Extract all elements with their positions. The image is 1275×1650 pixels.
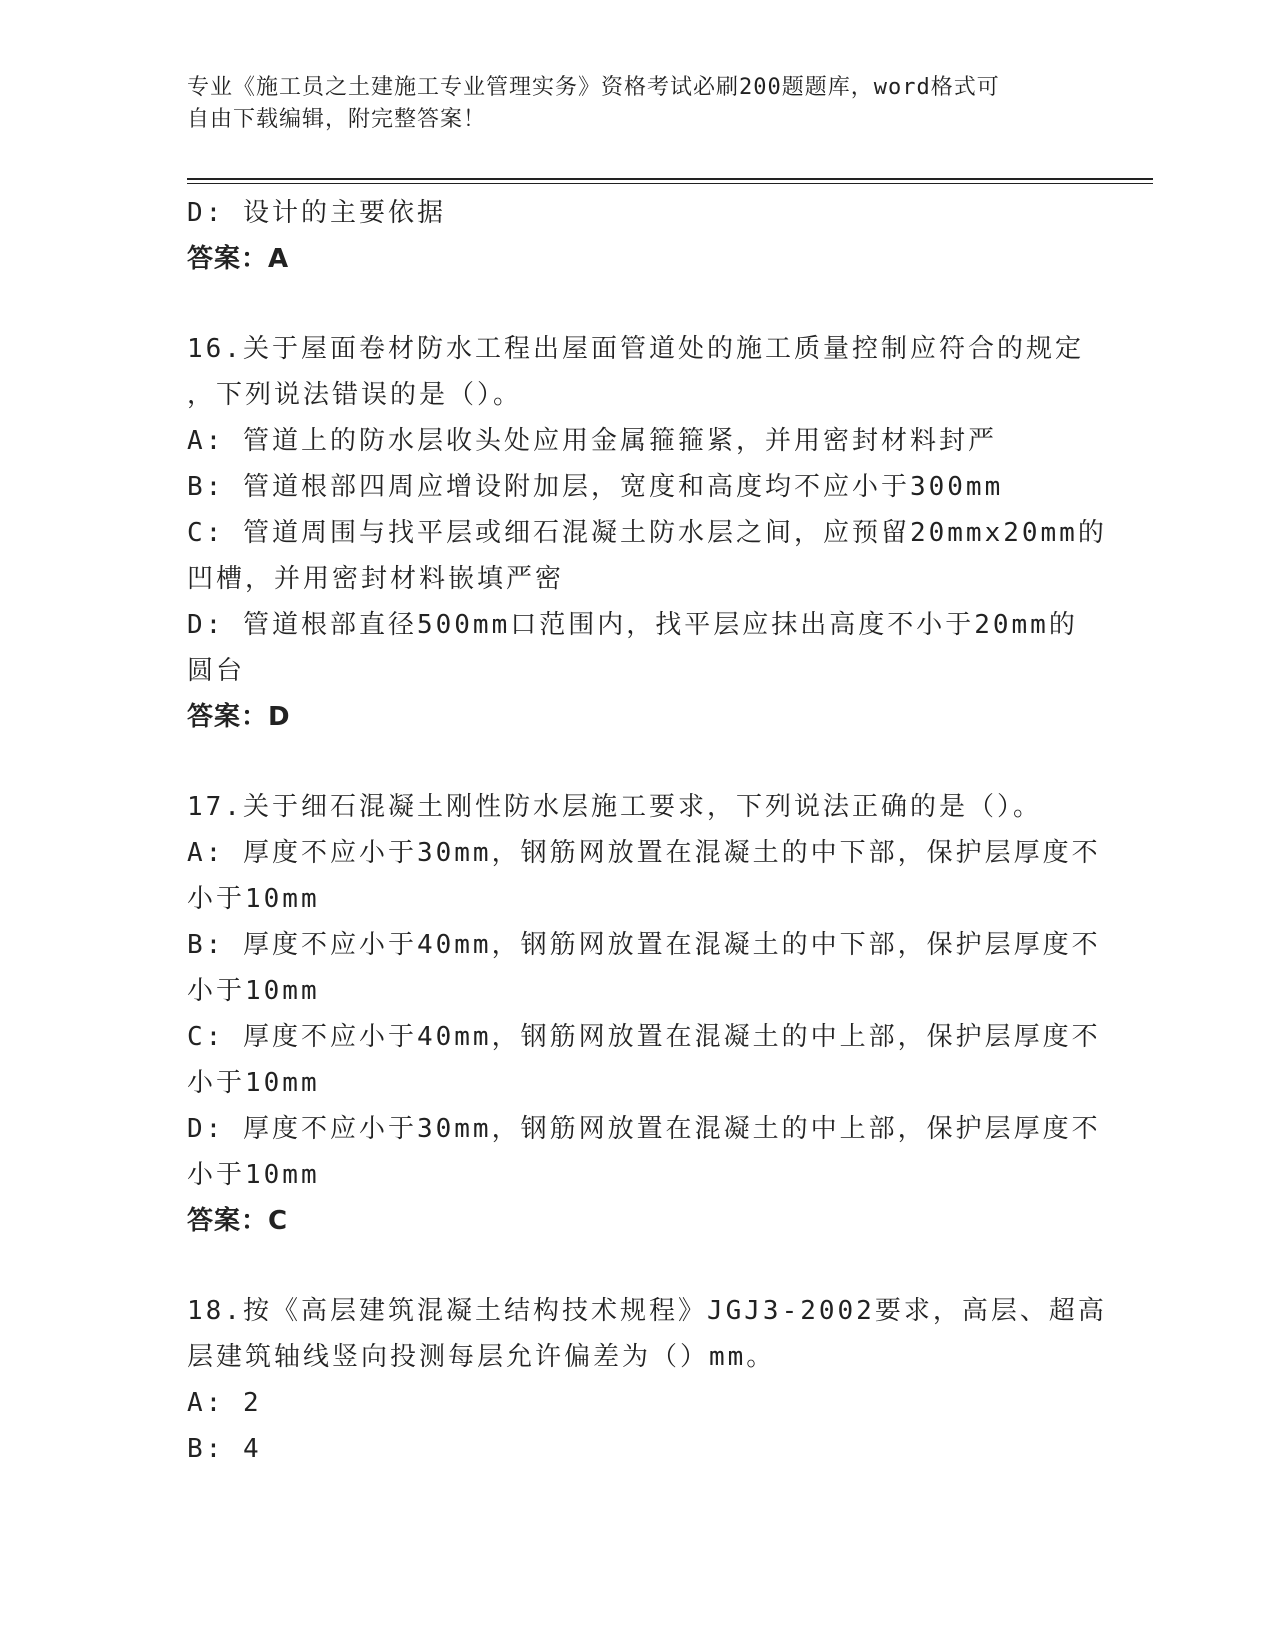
question-15-tail xyxy=(187,190,1087,282)
question-stem-continued: 层建筑轴线竖向投测每层允许偏差为（）mm。 xyxy=(187,1342,776,1372)
option-d: D: 设计的主要依据 xyxy=(187,198,446,228)
option-c-continued: 凹槽，并用密封材料嵌填严密 xyxy=(187,564,565,594)
option-a: A: 2 xyxy=(187,1388,262,1418)
option-a: A: 厚度不应小于30mm，钢筋网放置在混凝土的中下部，保护层厚度不 xyxy=(187,838,1101,868)
header-title-line-1: 专业《施工员之土建施工专业管理实务》资格考试必刷200题题库，word格式可 xyxy=(187,75,1000,100)
option-d: D: 管道根部直径500mm口范围内，找平层应抹出高度不小于20mm的 xyxy=(187,610,1078,640)
answer-label: 答案：D xyxy=(187,702,291,732)
option-d: D: 厚度不应小于30mm，钢筋网放置在混凝土的中上部，保护层厚度不 xyxy=(187,1114,1101,1144)
question-18 xyxy=(187,1288,1107,1472)
option-d-continued: 圆台 xyxy=(187,656,246,686)
question-16 xyxy=(187,326,1107,740)
option-c: C: 厚度不应小于40mm，钢筋网放置在混凝土的中上部，保护层厚度不 xyxy=(187,1022,1101,1052)
header-divider-thin xyxy=(187,183,1153,184)
question-17 xyxy=(187,784,1101,1244)
spacer xyxy=(187,1244,1087,1288)
spacer xyxy=(187,282,1087,326)
option-a-continued: 小于10mm xyxy=(187,884,320,914)
option-b: B: 厚度不应小于40mm，钢筋网放置在混凝土的中下部，保护层厚度不 xyxy=(187,930,1101,960)
option-b-continued: 小于10mm xyxy=(187,976,320,1006)
question-content xyxy=(187,190,1107,1472)
answer-label: 答案：C xyxy=(187,1206,289,1236)
option-c-continued: 小于10mm xyxy=(187,1068,320,1098)
question-stem: 17.关于细石混凝土刚性防水层施工要求，下列说法正确的是（）。 xyxy=(187,792,1042,822)
option-c: C: 管道周围与找平层或细石混凝土防水层之间，应预留20mmx20mm的 xyxy=(187,518,1107,548)
page-header xyxy=(187,72,1067,136)
header-title-line-2: 自由下载编辑，附完整答案！ xyxy=(187,107,487,132)
header-divider-thick xyxy=(187,178,1153,180)
question-stem-continued: ，下列说法错误的是（）。 xyxy=(187,380,523,410)
question-stem: 16.关于屋面卷材防水工程出屋面管道处的施工质量控制应符合的规定 xyxy=(187,334,1084,364)
answer-label: 答案：A xyxy=(187,244,290,274)
option-b: B: 4 xyxy=(187,1434,262,1464)
spacer xyxy=(187,740,1087,784)
option-b: B: 管道根部四周应增设附加层，宽度和高度均不应小于300mm xyxy=(187,472,1004,502)
question-stem: 18.按《高层建筑混凝土结构技术规程》JGJ3-2002要求，高层、超高 xyxy=(187,1296,1107,1326)
option-a: A: 管道上的防水层收头处应用金属箍箍紧，并用密封材料封严 xyxy=(187,426,997,456)
option-d-continued: 小于10mm xyxy=(187,1160,320,1190)
